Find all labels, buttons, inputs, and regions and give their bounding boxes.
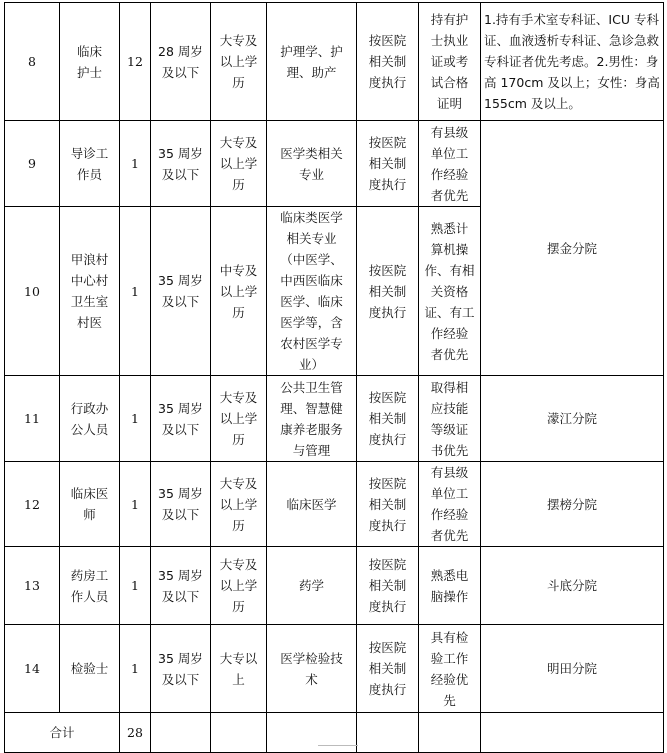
headcount: 1: [120, 462, 151, 547]
row-number: 14: [5, 625, 60, 713]
branch-name: 濛江分院: [481, 376, 664, 462]
headcount: 1: [120, 625, 151, 713]
headcount: 1: [120, 207, 151, 376]
salary-policy: 按医院 相关制 度执行: [357, 207, 419, 376]
education-requirement: 大专以 上: [211, 625, 267, 713]
table-row: [5, 625, 664, 713]
education-requirement: 大专及 以上学 历: [211, 121, 267, 207]
age-requirement: 28 周岁 及以下: [151, 3, 211, 121]
age-requirement: 35 周岁 及以下: [151, 376, 211, 462]
empty-cell: [151, 713, 211, 753]
branch-name: 明田分院: [481, 625, 664, 713]
table-row: [5, 547, 664, 625]
other-requirement: 有县级 单位工 作经验 者优先: [419, 121, 481, 207]
age-requirement: 35 周岁 及以下: [151, 207, 211, 376]
table-row: [5, 376, 664, 462]
total-count: 28: [120, 713, 151, 753]
salary-policy: 按医院 相关制 度执行: [357, 376, 419, 462]
position-title: 临床医 师: [60, 462, 120, 547]
age-requirement: 35 周岁 及以下: [151, 462, 211, 547]
position-title: 临床 护士: [60, 3, 120, 121]
empty-cell: [481, 713, 664, 753]
education-requirement: 大专及 以上学 历: [211, 462, 267, 547]
empty-cell: [357, 713, 419, 753]
branch-name: 摆金分院: [481, 121, 664, 376]
position-title: 药房工 作人员: [60, 547, 120, 625]
major-requirement: 药学: [267, 547, 357, 625]
major-requirement: 护理学、护 理、助产: [267, 3, 357, 121]
row-number: 8: [5, 3, 60, 121]
headcount: 1: [120, 547, 151, 625]
salary-policy: 按医院 相关制 度执行: [357, 121, 419, 207]
education-requirement: 大专及 以上学 历: [211, 3, 267, 121]
branch-name: 斗底分院: [481, 547, 664, 625]
salary-policy: 按医院 相关制 度执行: [357, 462, 419, 547]
age-requirement: 35 周岁 及以下: [151, 121, 211, 207]
age-requirement: 35 周岁 及以下: [151, 547, 211, 625]
page-edge-mark: [318, 745, 358, 746]
empty-cell: [211, 713, 267, 753]
table-row: [5, 3, 664, 121]
branch-name: 摆榜分院: [481, 462, 664, 547]
table-row: [5, 121, 664, 207]
education-requirement: 中专及 以上学 历: [211, 207, 267, 376]
major-requirement: 公共卫生管 理、智慧健 康养老服务 与管理: [267, 376, 357, 462]
position-title: 导诊工 作员: [60, 121, 120, 207]
salary-policy: 按医院 相关制 度执行: [357, 547, 419, 625]
table-row: [5, 462, 664, 547]
empty-cell: [419, 713, 481, 753]
remarks: 1.持有手术室专科证、ICU 专科证、血液透析专科证、急诊急救专科证者优先考虑。2.男性：身高 170cm 及以上；女性：身高 155cm 及以上。: [481, 3, 664, 121]
major-requirement: 医学类相关 专业: [267, 121, 357, 207]
position-title: 检验士: [60, 625, 120, 713]
other-requirement: 具有检 验工作 经验优 先: [419, 625, 481, 713]
other-requirement: 持有护 士执业 证或考 试合格 证明: [419, 3, 481, 121]
education-requirement: 大专及 以上学 历: [211, 376, 267, 462]
headcount: 1: [120, 121, 151, 207]
other-requirement: 取得相 应技能 等级证 书优先: [419, 376, 481, 462]
empty-cell: [267, 713, 357, 753]
row-number: 13: [5, 547, 60, 625]
position-title: 甲浪村 中心村 卫生室 村医: [60, 207, 120, 376]
total-label: 合计: [5, 713, 120, 753]
headcount: 1: [120, 376, 151, 462]
other-requirement: 有县级 单位工 作经验 者优先: [419, 462, 481, 547]
other-requirement: 熟悉计 算机操 作、有相 关资格 证、有工 作经验 者优先: [419, 207, 481, 376]
age-requirement: 35 周岁 及以下: [151, 625, 211, 713]
row-number: 12: [5, 462, 60, 547]
salary-policy: 按医院 相关制 度执行: [357, 625, 419, 713]
salary-policy: 按医院 相关制 度执行: [357, 3, 419, 121]
education-requirement: 大专及 以上学 历: [211, 547, 267, 625]
row-number: 11: [5, 376, 60, 462]
major-requirement: 临床类医学 相关专业 （中医学、 中西医临床 医学、临床 医学等，含 农村医学专 业）: [267, 207, 357, 376]
position-title: 行政办 公人员: [60, 376, 120, 462]
major-requirement: 医学检验技 术: [267, 625, 357, 713]
total-row: [5, 713, 664, 753]
headcount: 12: [120, 3, 151, 121]
major-requirement: 临床医学: [267, 462, 357, 547]
row-number: 10: [5, 207, 60, 376]
recruitment-table: [4, 2, 664, 753]
other-requirement: 熟悉电 脑操作: [419, 547, 481, 625]
row-number: 9: [5, 121, 60, 207]
